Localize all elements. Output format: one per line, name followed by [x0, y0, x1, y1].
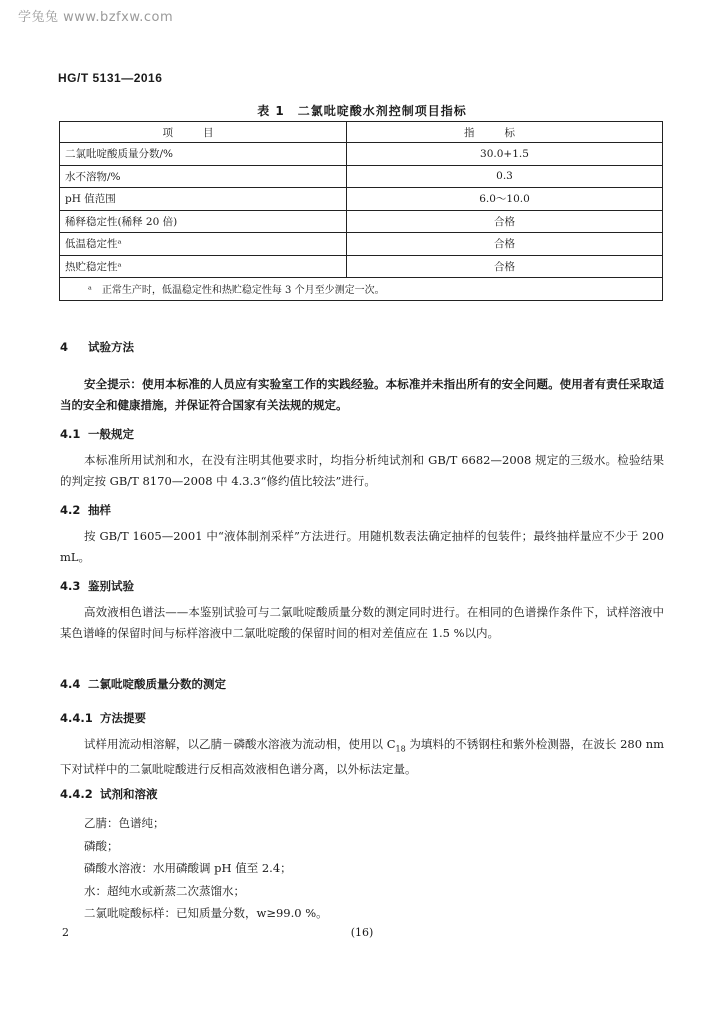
section-4-4-1-text [60, 734, 664, 780]
section-title: 一般规定 [88, 427, 134, 441]
section-4-1-text: 本标准所用试剂和水，在没有注明其他要求时，均指分析纯试剂和 GB/T 6682—2008 规定的三级水。检验结果的判定按 GB/T 8170—2008 中 4.3.3“修约值比较法”进行。 [60, 453, 664, 488]
section-4-1-heading [60, 426, 134, 442]
section-number: 4.3 [60, 579, 81, 593]
header-value: 指标 [347, 122, 663, 143]
watermark: 学兔兔 www.bzfxw.com [18, 10, 174, 25]
list-item: 乙腈：色谱纯； [84, 816, 165, 830]
section-number: 4.2 [60, 503, 81, 517]
row-item: 低温稳定性ᵃ [60, 233, 347, 256]
table-header-row [60, 122, 663, 143]
table-row [60, 165, 663, 188]
table-note: ᵃ 正常生产时，低温稳定性和热贮稳定性每 3 个月至少测定一次。 [60, 278, 663, 301]
table-title: 表 1 二氯吡啶酸水剂控制项目指标 [257, 104, 467, 118]
row-value: 合格 [347, 255, 663, 278]
page-center-number: (16) [350, 926, 374, 939]
section-4-4-1-heading [60, 710, 146, 726]
list-item: 水：超纯水或新蒸二次蒸馏水； [84, 883, 245, 898]
section-4-3-text: 高效液相色谱法——本鉴别试验可与二氯吡啶酸质量分数的测定同时进行。在相同的色谱操作条件下，试样溶液中某色谱峰的保留时间与标样溶液中二氯吡啶酸的保留时间的相对差值应在 1.5 %以内。 [60, 605, 664, 640]
table-row [60, 255, 663, 278]
header-item: 项目 [60, 122, 347, 143]
safety-notice: 安全提示：使用本标准的人员应有实验室工作的实践经验。本标准并未指出所有的安全问题。使用者有责任采取适当的安全和健康措施，并保证符合国家有关法规的规定。 [60, 377, 664, 412]
table-row [60, 143, 663, 166]
section-title: 抽样 [88, 503, 111, 517]
row-item: 二氯吡啶酸质量分数/% [60, 143, 347, 166]
section-4-3-heading [60, 578, 134, 594]
list-item: 二氯吡啶酸标样：已知质量分数，w≥99.0 %。 [84, 906, 328, 920]
list-item: 磷酸水溶液：水用磷酸调 pH 值至 2.4； [84, 861, 292, 875]
row-item: 水不溶物/% [60, 165, 347, 188]
section-4-4-2-heading [60, 786, 158, 802]
reagent-list [84, 812, 328, 925]
method-text-b: 为填料的不锈钢柱和紫外检测器，在波长 280 nm 下对试样中的二氯吡啶酸进行反相高效液相色谱分离，以外标法定量。 [60, 737, 664, 777]
section-4-2-heading [60, 502, 111, 518]
standard-code: HG/T 5131—2016 [58, 71, 163, 85]
section-number: 4.4 [60, 677, 81, 691]
row-value: 30.0+1.5 [347, 143, 663, 166]
method-subscript: 18 [395, 744, 406, 754]
section-number: 4.4.1 [60, 711, 93, 725]
section-title: 鉴别试验 [88, 579, 134, 593]
section-4-heading [60, 339, 134, 355]
row-value: 0.3 [347, 165, 663, 188]
row-item: 稀释稳定性(稀释 20 倍) [60, 210, 347, 233]
section-number: 4 [60, 340, 69, 354]
row-value: 合格 [347, 233, 663, 256]
row-value: 合格 [347, 210, 663, 233]
section-title: 试验方法 [88, 340, 134, 354]
table-row [60, 188, 663, 211]
section-number: 4.1 [60, 427, 81, 441]
table-note-row [60, 278, 663, 301]
table-row [60, 233, 663, 256]
section-title: 试剂和溶液 [100, 787, 158, 801]
row-item: 热贮稳定性ᵃ [60, 255, 347, 278]
spec-table [59, 121, 663, 301]
row-item: pH 值范围 [60, 188, 347, 211]
section-4-4-heading [60, 676, 226, 692]
page-number: 2 [62, 926, 69, 939]
table-row [60, 210, 663, 233]
row-value: 6.0～10.0 [347, 188, 663, 211]
section-4-2-text: 按 GB/T 1605—2001 中“液体制剂采样”方法进行。用随机数表法确定抽样的包装件；最终抽样量应不少于 200 mL。 [60, 529, 664, 564]
section-title: 二氯吡啶酸质量分数的测定 [88, 677, 226, 691]
method-text-a: 试样用流动相溶解，以乙腈－磷酸水溶液为流动相，使用以 C [84, 737, 396, 751]
section-number: 4.4.2 [60, 787, 93, 801]
list-item: 磷酸； [84, 838, 119, 853]
section-title: 方法提要 [100, 711, 146, 725]
